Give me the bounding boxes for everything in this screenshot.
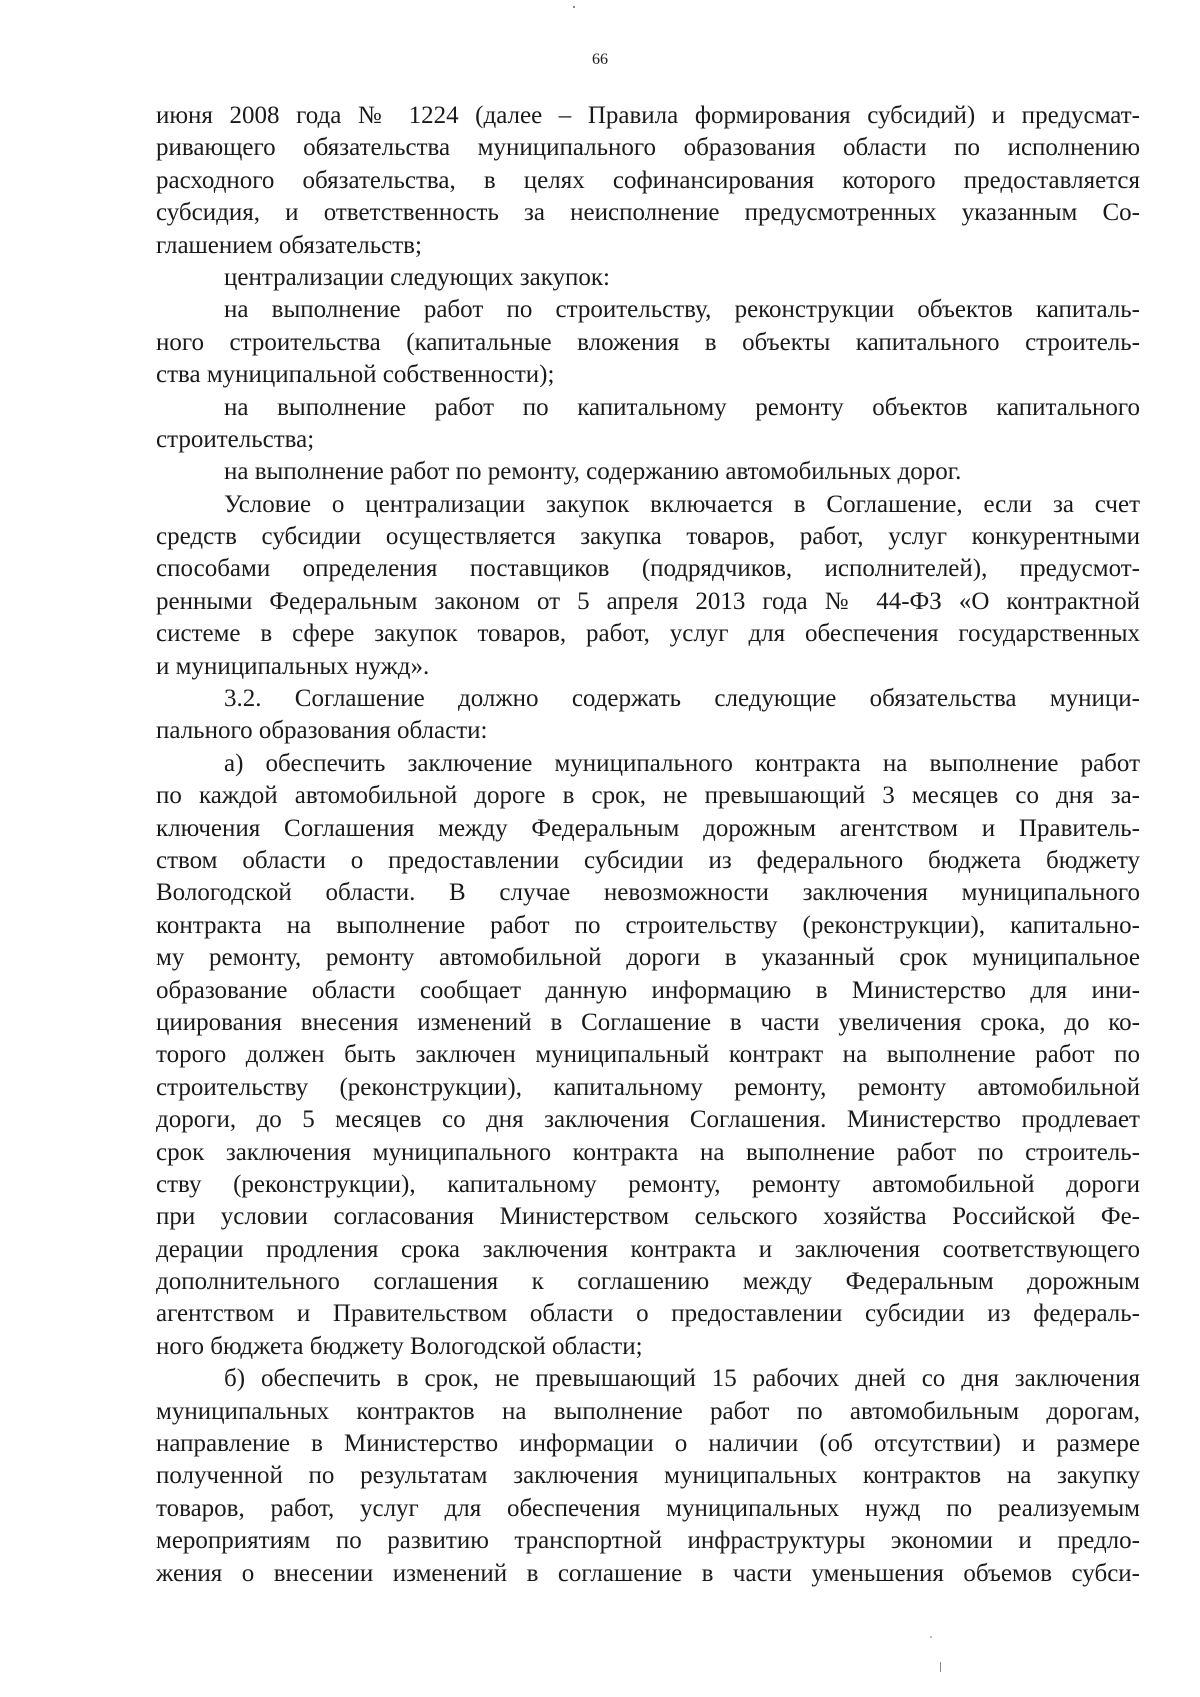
text-line: пального образования области: [156,717,488,745]
text-line: глашением обязательств; [156,231,422,259]
text-line: образование области сообщает данную информацию в Министерство для ини- [156,976,1140,1004]
text-line: дерации продления срока заключения контракта и заключения соответствующего [156,1235,1140,1263]
text-line: ству (реконструкции), капитальному ремонту, ремонту автомобильной дороги [156,1170,1140,1198]
text-line: товаров, работ, услуг для обеспечения муниципальных нужд по реализуемым [156,1494,1140,1522]
text-line: жения о внесении изменений в соглашение в части уменьшения объемов субси- [156,1559,1140,1587]
text-line: строительству (реконструкции), капитальному ремонту, ремонту автомобильной [156,1073,1140,1101]
text-line: агентством и Правительством области о предоставлении субсидии из федераль- [156,1300,1140,1328]
text-line: системе в сфере закупок товаров, работ, услуг для обеспечения государственных [156,620,1140,648]
text-line: ренными Федеральным законом от 5 апреля 2013 года № 44-ФЗ «О контрактной [156,587,1140,615]
text-line: строительства; [156,425,315,453]
text-line: Условие о централизации закупок включается в Соглашение, если за счет [224,490,1140,518]
text-line: 3.2. Соглашение должно содержать следующие обязательства муници- [224,685,1140,713]
scan-speck [940,1662,941,1672]
text-line: ного строительства (капитальные вложения в объекты капитального строитель- [156,328,1140,356]
text-line: субсидия, и ответственность за неисполнение предусмотренных указанным Со- [156,199,1140,227]
text-line: мероприятиям по развитию транспортной инфраструктуры экономии и предло- [156,1527,1140,1555]
text-line: Вологодской области. В случае невозможности заключения муниципального [156,879,1140,907]
text-line: полученной по результатам заключения муниципальных контрактов на закупку [156,1462,1140,1490]
text-line: на выполнение работ по строительству, реконструкции объектов капиталь- [224,296,1140,324]
text-line: ством области о предоставлении субсидии из федерального бюджета бюджету [156,846,1140,874]
scan-speck [573,6,575,8]
text-line: ключения Соглашения между Федеральным дорожным агентством и Правитель- [156,814,1140,842]
text-line: способами определения поставщиков (подрядчиков, исполнителей), предусмот- [156,555,1140,583]
text-line: на выполнение работ по ремонту, содержанию автомобильных дорог. [224,458,962,486]
text-line: му ремонту, ремонту автомобильной дороги в указанный срок муниципальное [156,944,1140,972]
text-line: б) обеспечить в срок, не превышающий 15 рабочих дней со дня заключения [224,1365,1140,1393]
text-line: дороги, до 5 месяцев со дня заключения Соглашения. Министерство продлевает [156,1106,1140,1134]
text-line: расходного обязательства, в целях софинансирования которого предоставляется [156,166,1140,194]
text-line: муниципальных контрактов на выполнение работ по автомобильным дорогам, [156,1397,1140,1425]
text-line: дополнительного соглашения к соглашению между Федеральным дорожным [156,1268,1140,1296]
text-line: на выполнение работ по капитальному ремонту объектов капитального [224,393,1140,421]
text-line: и муниципальных нужд». [156,652,430,680]
text-line: по каждой автомобильной дороге в срок, не превышающий 3 месяцев со дня за- [156,782,1140,810]
page-number: 66 [592,51,608,68]
text-line: при условии согласования Министерством сельского хозяйства Российской Фе- [156,1203,1140,1231]
text-line: направление в Министерство информации о наличии (об отсутствии) и размере [156,1430,1140,1458]
text-line: средств субсидии осуществляется закупка товаров, работ, услуг конкурентными [156,523,1140,551]
text-line: контракта на выполнение работ по строительству (реконструкции), капитально- [156,911,1140,939]
body-text [156,100,1140,1590]
text-line: циирования внесения изменений в Соглашение в части увеличения срока, до ко- [156,1008,1140,1036]
text-line: торого должен быть заключен муниципальный контракт на выполнение работ по [156,1041,1140,1069]
text-line: ного бюджета бюджету Вологодской области; [156,1332,643,1360]
text-line: а) обеспечить заключение муниципального контракта на выполнение работ [224,749,1140,777]
text-line: срок заключения муниципального контракта на выполнение работ по строитель- [156,1138,1140,1166]
scan-speck [930,1636,932,1638]
text-line: ривающего обязательства муниципального образования области по исполнению [156,134,1140,162]
text-line: централизации следующих закупок: [224,263,610,291]
text-line: ства муниципальной собственности); [156,361,555,389]
text-line: июня 2008 года № 1224 (далее – Правила формирования субсидий) и предусмат- [156,102,1140,129]
